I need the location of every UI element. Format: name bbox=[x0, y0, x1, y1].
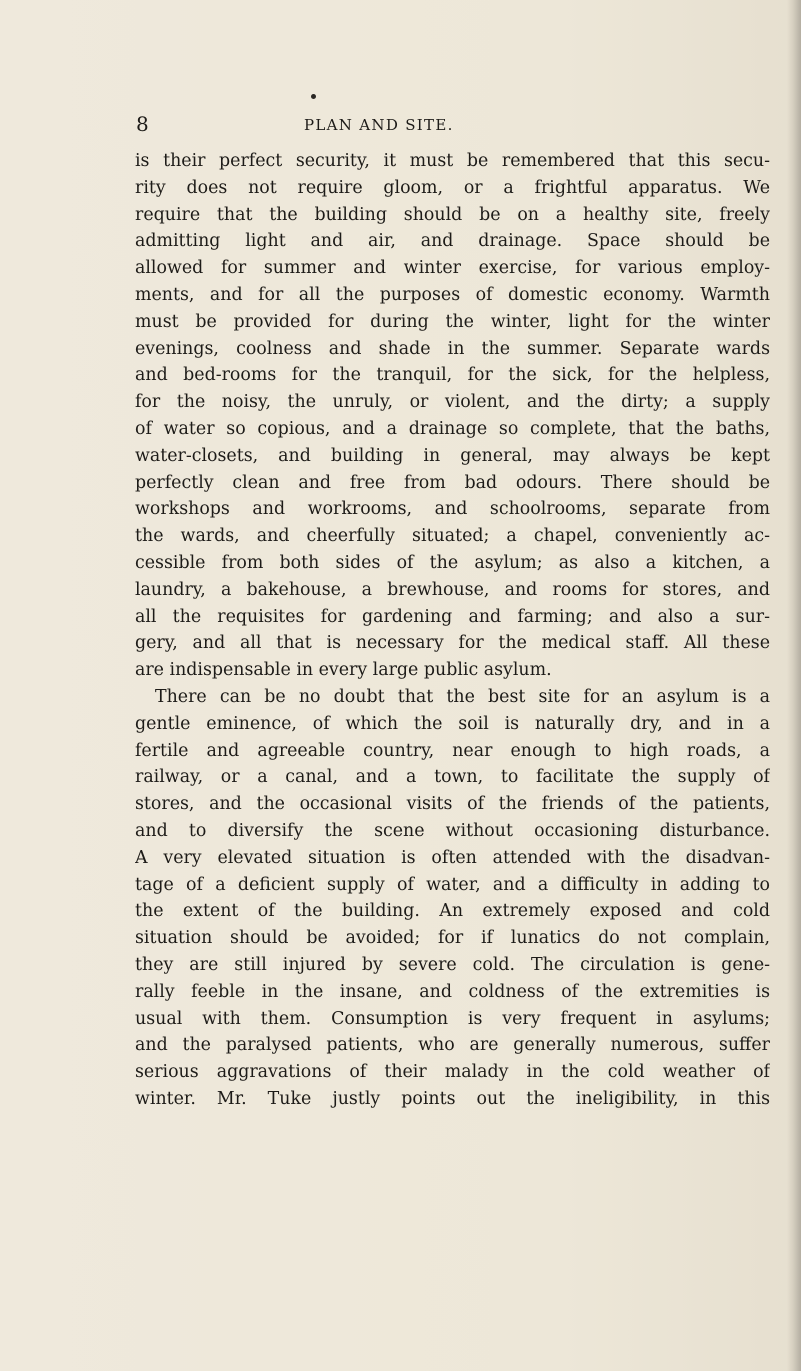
text-line: laundry, a bakehouse, a brewhouse, and rooms for stores, and bbox=[135, 579, 770, 600]
text-line: fertile and agreeable country, near enough to high roads, a bbox=[135, 740, 770, 761]
text-line: are indispensable in every large public asylum. bbox=[135, 660, 552, 681]
text-line: the extent of the building. An extremely exposed and cold bbox=[135, 901, 770, 922]
text-line: evenings, coolness and shade in the summer. Separate wards bbox=[135, 338, 770, 359]
text-line: rally feeble in the insane, and coldness of the extremities is bbox=[135, 981, 770, 1002]
text-line: cessible from both sides of the asylum; as also a kitchen, a bbox=[135, 552, 770, 573]
text-line: tage of a deficient supply of water, and a difficulty in adding to bbox=[135, 874, 770, 895]
text-line: railway, or a canal, and a town, to facilitate the supply of bbox=[135, 767, 770, 788]
text-line: they are still injured by severe cold. The circulation is gene- bbox=[135, 954, 770, 975]
text-line: water-closets, and building in general, may always be kept bbox=[135, 445, 770, 466]
text-line: ments, and for all the purposes of domestic economy. Warmth bbox=[135, 284, 770, 305]
text-line: gentle eminence, of which the soil is naturally dry, and in a bbox=[135, 713, 770, 734]
page-header bbox=[136, 112, 696, 136]
text-line: admitting light and air, and drainage. Space should be bbox=[135, 231, 770, 252]
text-line: the wards, and cheerfully situated; a chapel, conveniently ac- bbox=[135, 526, 770, 547]
text-line: must be provided for during the winter, light for the winter bbox=[135, 311, 770, 332]
text-line: usual with them. Consumption is very frequent in asylums; bbox=[135, 1008, 770, 1029]
spine-shadow bbox=[787, 0, 801, 1371]
ink-dot-mark bbox=[311, 94, 316, 99]
body-text bbox=[135, 148, 770, 1113]
text-line: gery, and all that is necessary for the medical staff. All these bbox=[135, 633, 770, 654]
text-line: of water so copious, and a drainage so complete, that the baths, bbox=[135, 418, 770, 439]
text-line: workshops and workrooms, and schoolrooms, separate from bbox=[135, 499, 770, 520]
text-line: is their perfect security, it must be remembered that this secu- bbox=[135, 151, 770, 171]
text-line: winter. Mr. Tuke justly points out the ineligibility, in this bbox=[135, 1088, 770, 1109]
text-line: and the paralysed patients, who are generally numerous, suffer bbox=[135, 1035, 770, 1056]
text-line: for the noisy, the unruly, or violent, and the dirty; a supply bbox=[135, 392, 770, 413]
text-line: A very elevated situation is often attended with the disadvan- bbox=[135, 847, 770, 868]
text-line: all the requisites for gardening and farming; and also a sur- bbox=[135, 606, 770, 627]
text-line: situation should be avoided; for if lunatics do not complain, bbox=[135, 928, 770, 949]
text-line: serious aggravations of their malady in the cold weather of bbox=[135, 1062, 770, 1083]
text-line: allowed for summer and winter exercise, for various employ- bbox=[135, 258, 770, 279]
running-head: PLAN AND SITE. bbox=[304, 116, 454, 134]
text-line: perfectly clean and free from bad odours. There should be bbox=[135, 472, 770, 493]
text-line: rity does not require gloom, or a frightful apparatus. We bbox=[135, 177, 770, 198]
text-line: require that the building should be on a healthy site, freely bbox=[135, 204, 770, 225]
text-line: and to diversify the scene without occasioning disturbance. bbox=[135, 820, 770, 841]
text-line: There can be no doubt that the best site for an asylum is a bbox=[155, 686, 770, 707]
text-line: stores, and the occasional visits of the friends of the patients, bbox=[135, 794, 770, 815]
text-line: and bed-rooms for the tranquil, for the sick, for the helpless, bbox=[135, 365, 770, 386]
page-number: 8 bbox=[136, 112, 149, 136]
